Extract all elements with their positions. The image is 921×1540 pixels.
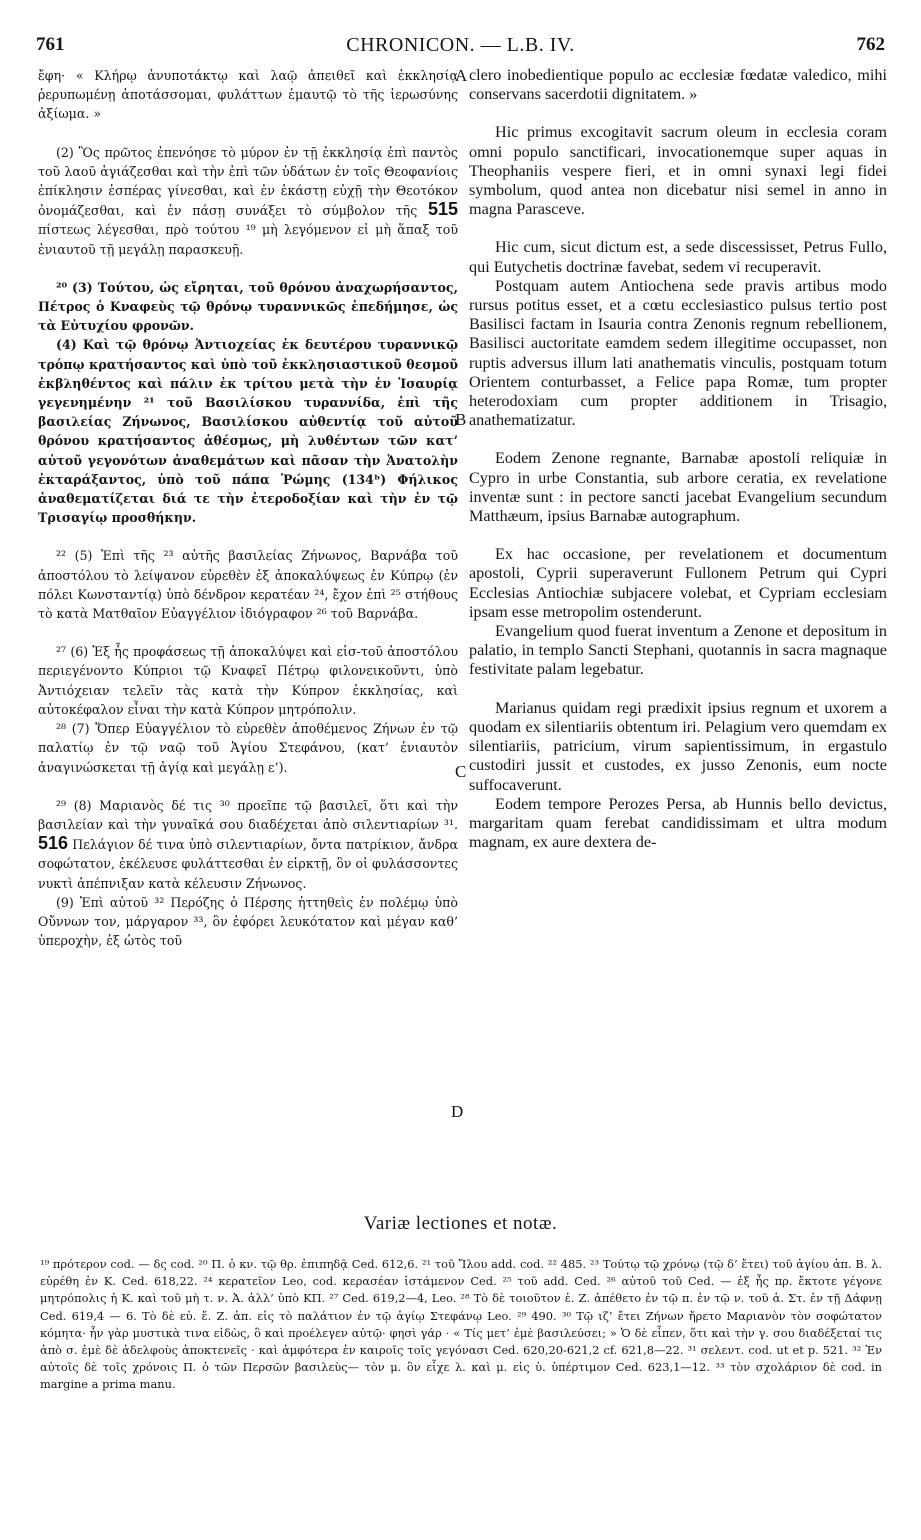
notes-heading: Variæ lectiones et notæ.	[363, 1213, 558, 1234]
margin-letter-c: C	[455, 762, 467, 781]
margin-letter-d: D	[451, 1102, 464, 1121]
greek-column	[38, 66, 458, 950]
greek-paragraph-2-cont: πίστεως λέγεσθαι, πρὸ τούτου ¹⁹ μὴ λεγόμενον εἰ μὴ ἅπαξ τοῦ ἐνιαυτοῦ τῇ μεγάλῃ παρασκευῇ.	[38, 222, 458, 257]
notes-text: ¹⁹ πρότερον cod. — δς cod. ²⁰ Π. ὁ κν. τῷ θρ. ἐπιπηδᾷ Ced. 612,6. ²¹ τοῦ Ἴλου add. cod. ²² 485. ²³ Τούτῳ τῷ χρόνῳ (τῷ δ’ ἔτει) τοῦ ἁγίου ἀπ. Β. λ. εὑρέθη ἐν Κ. Ced. 618,22. ²⁴ κερατεῖον Leo, cod. κερασέαν ἱστάμενον Ced. ²⁵ τοῦ add. Ced. ²⁶ αὐτοῦ τοῦ Ced. — ἐξ ἧς πρ. ἔκτοτε γέγονε μητρόπολις ἡ Κ. καὶ τοῦ μὴ τ. ν. Ἀ. ἀλλ’ ὑπὸ ΚΠ. ²⁷ Ced. 619,2—4, Leo. ²⁸ Τὸ δὲ τοιοῦτον ἑ. Ζ. ἀπέθετο ἐν τῷ π. ἐν τῷ ν. τοῦ ἁ. Στ. ἐν τῇ Δάφνῃ Ced. 619,4 — 6. Τὸ δὲ εὐ. ἔ. Ζ. ἀπ. εἰς τὸ παλάτιον ἐν τῷ ἁγίῳ Στεφάνῳ Leo. ²⁹ 490. ³⁰ Τῷ ιζ’ ἔτει Ζήνων ἤρετο Μαριανὸν τὸν σοφώτατον κόμητα· ἦν γὰρ μυστικὰ τινα εἰδὼς, ὃ καὶ προέλεγεν αὐτῷ· φησὶ γάρ · « Τίς μετ’ ἐμὲ βασιλεύσει; » Ὁ δὲ εἶπεν, ὅτι καὶ τὴν γ. σου διαδέξεταί τις ἀπὸ σ. ἐμὲ δὲ ἀδελφοὺς ἀποκτενεῖς · καὶ ἀμφότερα ἐν καιροῖς τοῖς γεγόνασι Ced. 620,20-621,2 cf. 621,8—22. ³¹ σελεντ. cod. ut et p. 521. ³² Ἐν αὐτοῖς δὲ τοῖς χρόνοις Π. ὁ τῶν Περσῶν βασιλεὺς— τὸν μ. ὃν εἶχε λ. καὶ μ. εἰς ὑ. ὑπέρτιμον Ced. 623,1—12. ³³ τὸν σχολάριον δὲ cod. in margine a prima manu.	[40, 1257, 882, 1392]
latin-paragraph-7: Evangelium quod fuerat inventum a Zenone et depositum in palatio, in templo Sancti Stephani, quotannis in sacra magnaque festivitate palam legebatur.	[469, 622, 887, 679]
column-marker-516: 516	[38, 833, 69, 854]
latin-paragraph-8: Marianus quidam regi prædixit ipsius regnum et uxorem a quodam ex silentiariis obtentum iri. Pelagium vero quemdam ex silentiariis, patricium, virum sapientissimum, in ergastulo custodiri jussit et custodes, ex jusso Zenonis, eum nocte suffocaverunt.	[469, 698, 887, 794]
margin-letter-a: A	[455, 66, 468, 85]
margin-letter-b: B	[455, 410, 467, 429]
greek-paragraph-6: ²⁷ (6) Ἐξ ἧς προφάσεως τῇ ἀποκαλύψει καὶ εἰσ-τοῦ ἀποστόλου περιεγένοντο Κύπριοι τῷ Κναφεῖ Πέτρῳ φιλονεικοῦντι, ὑπὸ Ἀντιόχειαν τελεῖν τὰς κατὰ τὴν Κύπρον ἐκκλησίας, καὶ αὐτοκέφαλον εἶναι τὴν κατὰ Κύπρον μητρόπολιν.	[38, 644, 458, 717]
latin-paragraph-9: Eodem tempore Perozes Persa, ab Hunnis bello devictus, margaritam quam ferebat candidissimam et ultra modum magnam, ex aure dextera de-	[469, 794, 887, 852]
latin-column	[469, 66, 887, 852]
greek-paragraph-8	[38, 796, 458, 893]
latin-paragraph-3: Hic cum, sicut dictum est, a sede discessisset, Petrus Fullo, qui Eutychetis doctrinæ favebat, sedem vi recuperavit.	[469, 238, 887, 276]
greek-paragraph-1: ἔφη· « Κλήρῳ ἀνυποτάκτῳ καὶ λαῷ ἀπειθεῖ καὶ ἐκκλησίᾳ ῥερυπωμένῃ ἀποτάσσομαι, φυλάττων ἐμαυτῷ τὸ τῆς ἱερωσύνης ἀξίωμα. »	[38, 68, 458, 122]
page-number-right: 762	[856, 34, 885, 55]
latin-paragraph-5: Eodem Zenone regnante, Barnabæ apostoli reliquiæ in Cypro in urbe Constantia, sub arbore ceratia, ex revelatione inventæ sunt : in pectore sancti jacebat Evangelium secundum Matthæum, ipsius Barnabæ autographum.	[469, 449, 887, 526]
greek-paragraph-9: (9) Ἐπὶ αὐτοῦ ³² Περόζης ὁ Πέρσης ἡττηθεὶς ἐν πολέμῳ ὑπὸ Οὔννων τον, μάργαρον ³³, ὃν ἐφόρει λευκότατον καὶ μέγαν καθ’ ὑπεροχὴν, ἐξ ὠτὸς τοῦ	[38, 894, 458, 949]
notes-divider	[330, 1236, 590, 1237]
greek-paragraph-2	[38, 143, 458, 259]
greek-paragraph-3: ²⁰ (3) Τούτου, ὡς εἴρηται, τοῦ θρόνου ἀναχωρήσαντος, Πέτρος ὁ Κναφεὺς τῷ θρόνῳ τυραννικῶς ἐπεδήμησε, ὡς τὰ Εὐτυχίου φρονῶν.	[38, 279, 458, 334]
greek-paragraph-8-text: ²⁹ (8) Μαριανὸς δέ τις ³⁰ προεῖπε τῷ βασιλεῖ, ὅτι καὶ τὴν βασιλείαν καὶ τὴν γυναῖκά σου διαδέχεται ἀπὸ σιλεντιαρίων ³¹.	[38, 797, 458, 832]
running-header	[36, 34, 885, 62]
page-number-left: 761	[36, 34, 65, 55]
greek-paragraph-5: ²² (5) Ἐπὶ τῆς ²³ αὐτῆς βασιλείας Ζήνωνος, Βαρνάβα τοῦ ἀποστόλου τὸ λείψανον εὑρεθὲν ἐξ ἀποκαλύψεως ἐν Κύπρῳ (ἐν πόλει Κωνσταντίᾳ) ὑπὸ δένδρον κερατέαν ²⁴, ἔχον ἐπὶ ²⁵ στήθους τὸ κατὰ Ματθαῖον Εὐαγγέλιον ἰδιόγραφον ²⁶ τοῦ Βαρνάβα.	[38, 548, 458, 622]
latin-paragraph-2: Hic primus excogitavit sacrum oleum in ecclesia coram omni populo sanctificari, invocationemque super aquas in Theophaniis vespere fieri, et in omni synaxi legi fidei symbolum, quod antea non dicebatur nisi semel in anno in magna Parasceve.	[469, 123, 887, 219]
column-marker-515: 515	[427, 199, 458, 220]
greek-paragraph-7: ²⁸ (7) Ὅπερ Εὐαγγέλιον τὸ εὑρεθὲν ἀποθέμενος Ζήνων ἐν τῷ παλατίῳ ἐν τῷ ναῷ τοῦ Ἁγίου Στεφάνου, (κατ’ ἐνιαυτὸν ἀναγινώσκεται τῇ ἁγίᾳ καὶ μεγάλῃ ε’).	[38, 721, 458, 775]
notes-block	[40, 1256, 882, 1394]
greek-paragraph-8-cont: Πελάγιον δέ τινα ὑπὸ σιλεντιαρίων, ὄντα πατρίκιον, ἄνδρα σοφώτατον, ἐκέλευσε φυλάττεσθαι ἐν εἱρκτῇ, ὃν οἱ φυλάσσοντες νυκτὶ ἀπέπνιξαν κατὰ κέλευσιν Ζήνωνος.	[38, 837, 458, 891]
latin-paragraph-1: clero inobedientique populo ac ecclesiæ fœdatæ valedico, mihi conservans sacerdotii dignitatem. »	[469, 66, 887, 104]
greek-paragraph-4: (4) Καὶ τῷ θρόνῳ Ἀντιοχείας ἐκ δευτέρου τυραννικῷ τρόπῳ κρατήσαντος καὶ ὑπὸ τοῦ ἐκκλησιαστικοῦ θεσμοῦ ἐκβληθέντος καὶ πάλιν ἐκ τρίτου μετὰ τὴν ἐν Ἰσαυρίᾳ γεγενημένην ²¹ τοῦ Βασιλίσκου τυραννίδα, ἐπὶ τῆς βασιλείας Ζήνωνος, Βασιλίσκου αὐθεντίᾳ τοῦ αὐτοῦ θρόνου κρατήσαντος ἀθέσμως, μὴ λυθέντων τῶν κατ’ αὐτοῦ γεγονότων ἀναθεμάτων καὶ πᾶσαν τὴν Ἀνατολὴν ἐκταράξαντος, ὑπὸ τοῦ πάπα Ῥώμης (134ᵇ) Φήλικος ἀναθεματίζεται διά τε τὴν ἑτεροδοξίαν καὶ τὴν ἐν τῷ Τρισαγίῳ προσθήκην.	[38, 337, 458, 526]
greek-paragraph-2-text: (2) Ὃς πρῶτος ἐπενόησε τὸ μύρον ἐν τῇ ἐκκλησίᾳ ἐπὶ παντὸς τοῦ λαοῦ ἁγιάζεσθαι καὶ τὴν ἐπὶ τῶν ὑδάτων ἐν τοῖς Θεοφανίοις ἐπίκλησιν ἑσπέρας γίνεσθαι, καὶ ἐν ἑκάστῃ εὐχῇ τὴν Θεοτόκον ὀνομάζεσθαι, καὶ ἐν πάσῃ συνάξει τὸ σύμβολον τῆς	[38, 144, 458, 219]
latin-paragraph-6: Ex hac occasione, per revelationem et documentum apostoli, Cyprii superaverunt Fullonem Petrum qui Cypri Ecclesias Antiochiæ subjacere volebat, et Cypriam ecclesiam ipsam esse metropolim ostenderunt.	[469, 545, 887, 621]
latin-paragraph-4: Postquam autem Antiochena sede pravis artibus modo rursus potitus esset, et a cœtu ecclesiastico pulsus tertio post Basilisci factam in Isauria contra Zenonis regnum rebellionem, Basilisci auctoritate eamdem sedem illegitime occupasset, non ruptis adversus illum lati anathematis vinculis, postquam totum Orientem conturbasset, a Felice papa Romæ, tum propter heterodoxiam cum propter additionem in Trisagio, anathematizatur.	[469, 276, 887, 430]
running-title: CHRONICON. — L.B. IV.	[346, 34, 575, 56]
